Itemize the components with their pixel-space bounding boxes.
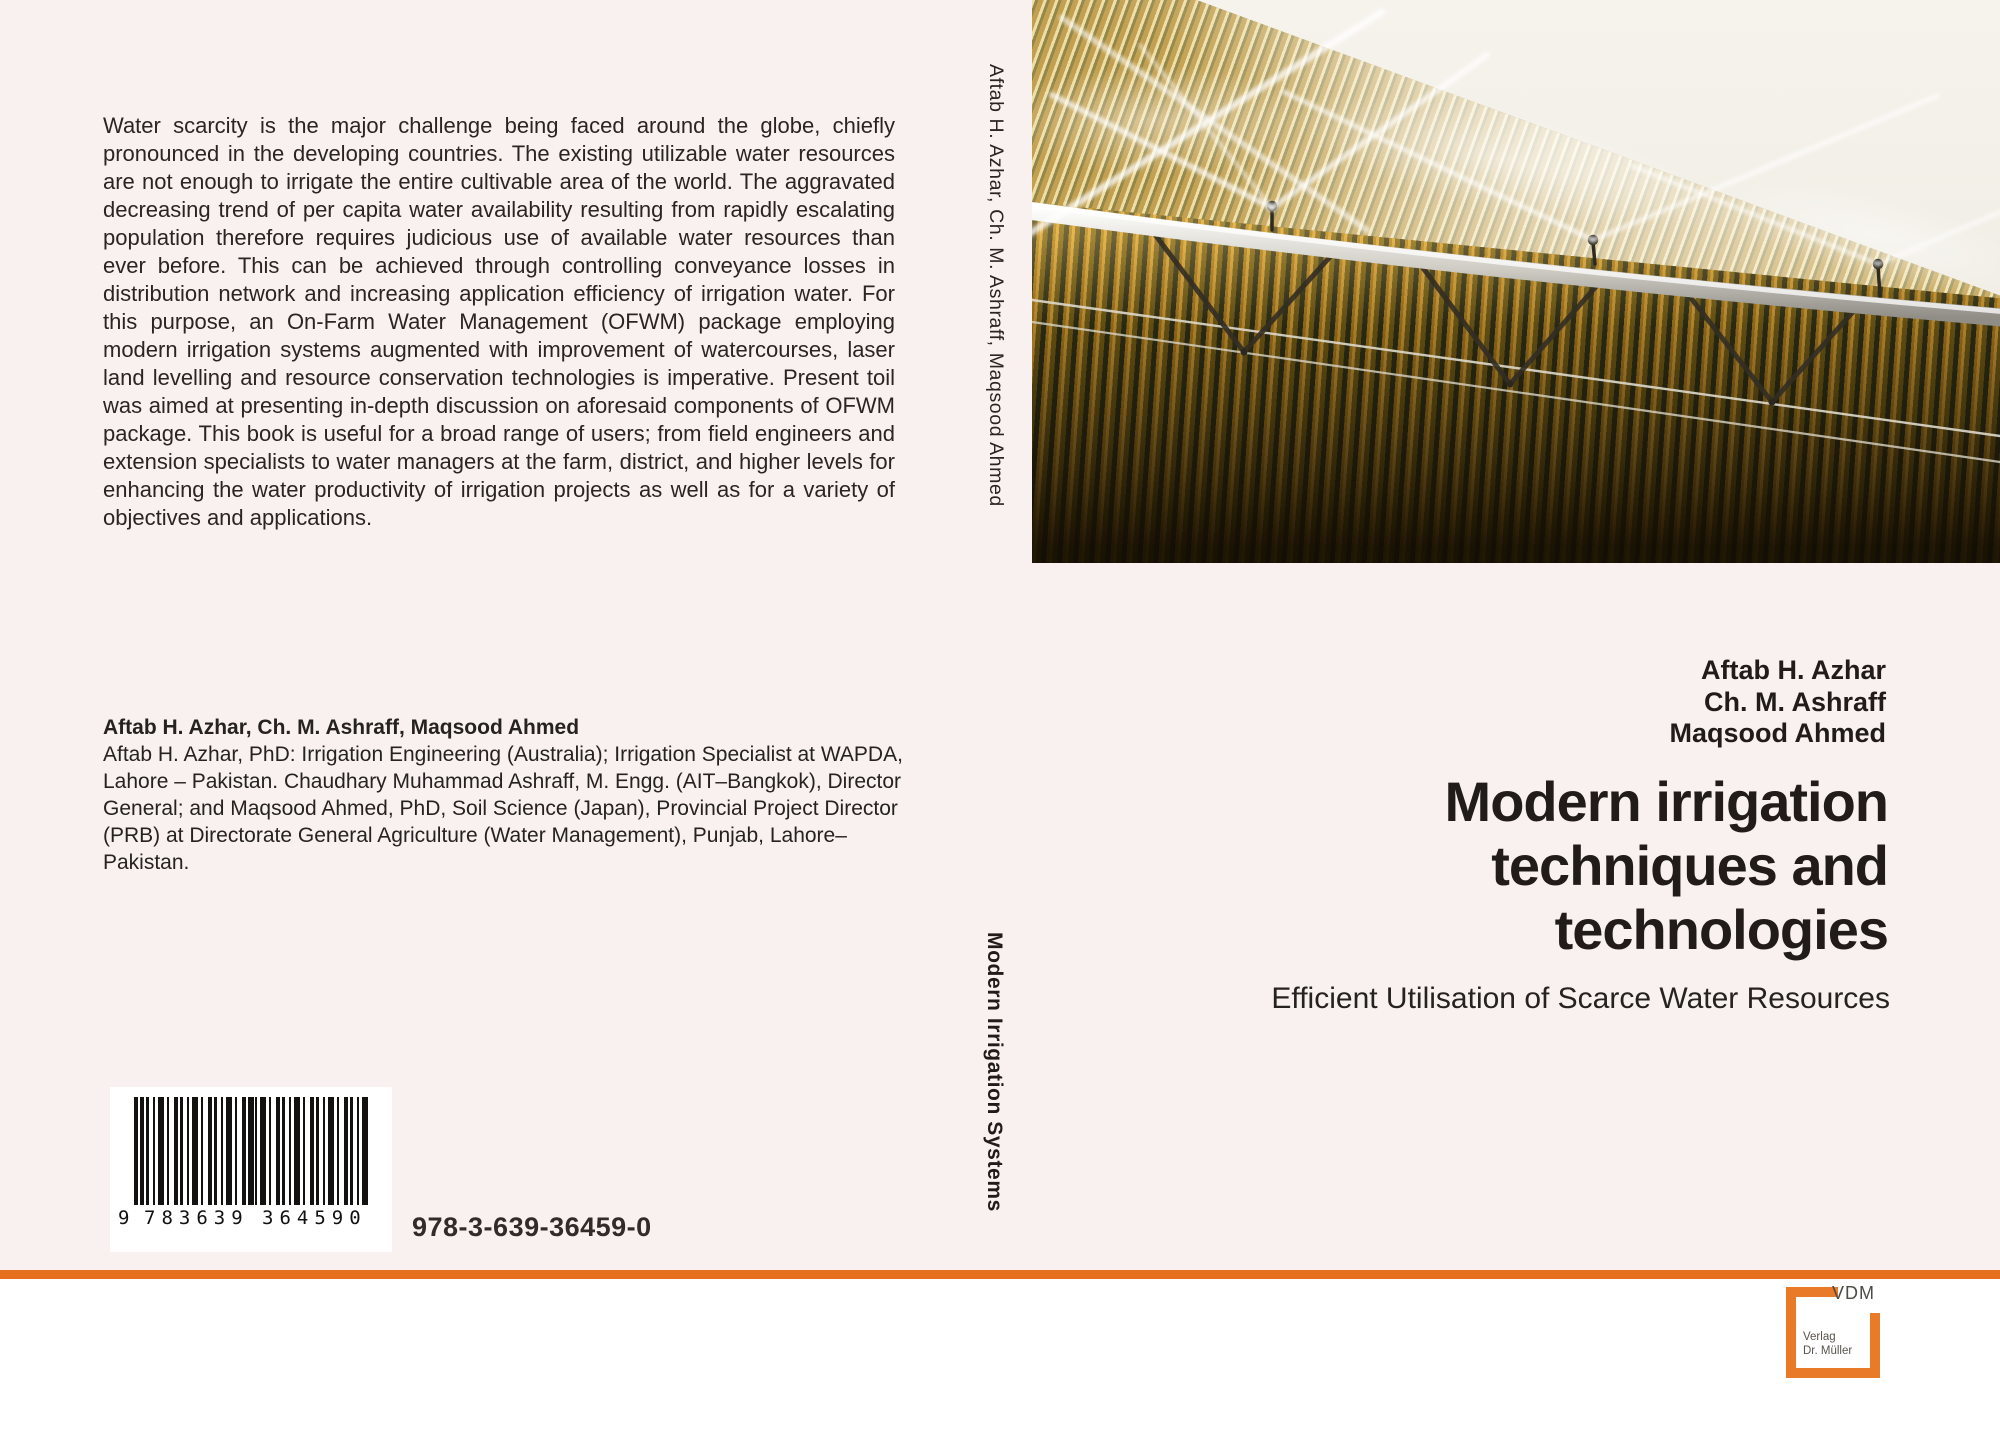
irrigation-photo-graphic	[1032, 0, 2000, 563]
barcode-digit-group: 364590	[262, 1207, 367, 1229]
barcode	[110, 1087, 392, 1252]
publisher-name-line: Dr. Müller	[1803, 1345, 1853, 1357]
publisher-logo	[1786, 1283, 1880, 1378]
isbn-number: 978-3-639-36459-0	[412, 1212, 652, 1242]
book-title-line: Modern irrigation	[1444, 770, 1888, 833]
spine-title: Modern Irrigation Systems	[983, 932, 1006, 1212]
spine-author-names: Aftab H. Azhar, Ch. M. Ashraff, Maqsood Ahmed	[985, 64, 1007, 507]
front-author-name: Ch. M. Ashraff	[1704, 686, 1886, 717]
footer-strip	[0, 1279, 2000, 1438]
author-bio-block	[103, 714, 915, 876]
book-title-line: technologies	[1554, 898, 1888, 961]
barcode-digit-group: 783639	[144, 1207, 249, 1229]
barcode-digit-first: 9	[118, 1207, 130, 1229]
publisher-name	[1803, 1330, 1852, 1358]
book-title	[1445, 770, 1888, 962]
bio-author-names: Aftab H. Azhar, Ch. M. Ashraff, Maqsood Ahmed	[103, 716, 580, 739]
publisher-logo-text: VDM	[1832, 1283, 1875, 1303]
book-subtitle: Efficient Utilisation of Scarce Water Resources	[1271, 982, 1890, 1015]
front-author-name: Aftab H. Azhar	[1700, 655, 1886, 685]
front-author-names	[1669, 655, 1886, 750]
barcode-digits	[116, 1205, 386, 1231]
logo-frame-segment	[1786, 1368, 1880, 1378]
back-cover-blurb: Water scarcity is the major challenge being faced around the globe, chiefly pronounced in the developing countries. The existing utilizable water resources are not enough to irrigate the entire cultivable area of the world. The aggravated decreasing trend of per capita water availability resulting from rapidly escalating population therefore requires judicious use of available water resources than ever before. This can be achieved through controlling conveyance losses in distribution network and increasing application efficiency of irrigation water. For this purpose, an On-Farm Water Management (OFWM) package employing modern irrigation systems augmented with improvement of watercourses, laser land levelling and resource conservation technologies is imperative. Present toil was aimed at presenting in-depth discussion on aforesaid components of OFWM package. This book is useful for a broad range of users; from field engineers and extension specialists to water managers at the farm, district, and higher levels for enhancing the water productivity of irrigation projects as well as for a variety of objectives and applications.	[103, 113, 895, 530]
publisher-name-line: Verlag	[1803, 1331, 1836, 1343]
accent-bar	[0, 1270, 2000, 1279]
book-title-line: techniques and	[1491, 834, 1888, 897]
logo-frame-segment	[1870, 1313, 1880, 1378]
front-author-name: Maqsood Ahmed	[1669, 718, 1886, 748]
logo-frame-segment	[1786, 1287, 1796, 1378]
cover-photo	[1032, 0, 2000, 563]
author-bio-text: Aftab H. Azhar, PhD: Irrigation Engineering (Australia); Irrigation Specialist at WAPDA, Lahore – Pakistan. Chaudhary Muhammad Ashraff, M. Engg. (AIT–Bangkok), Director General; and Maqsood Ahmed, PhD, Soil Science (Japan), Provincial Project Director (PRB) at Directorate General Agriculture (Water Management), Punjab, Lahore–Pakistan.	[103, 743, 903, 874]
